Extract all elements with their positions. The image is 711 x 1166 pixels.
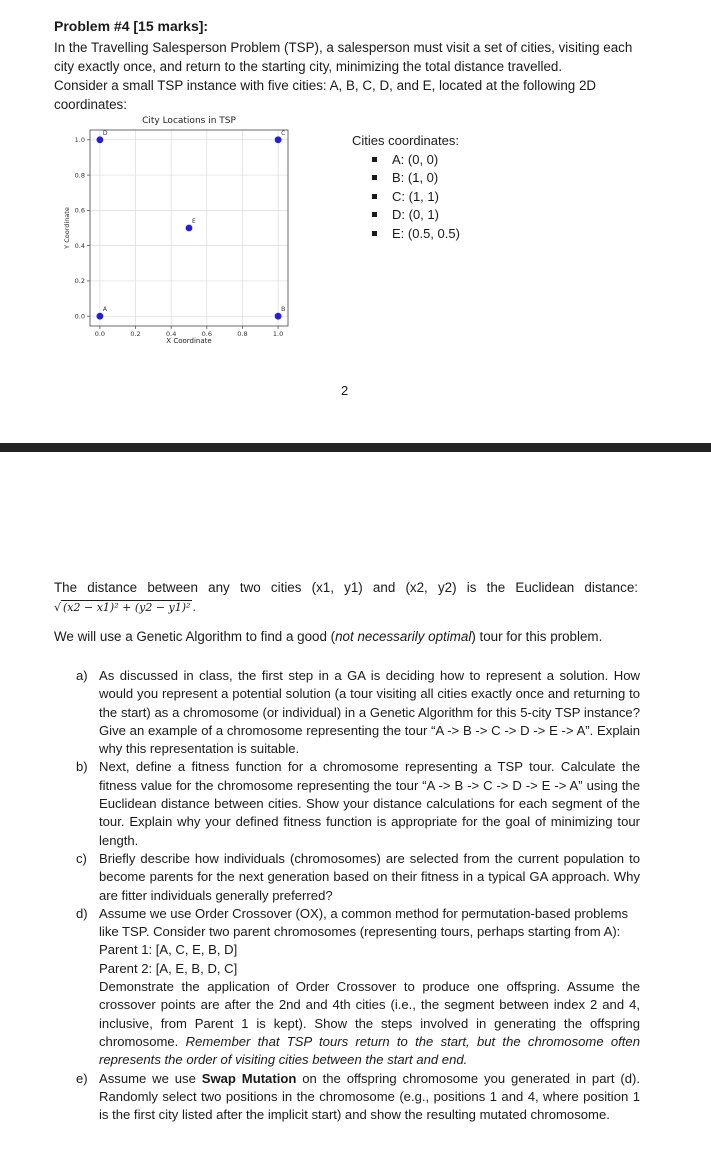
formula-end: . [192, 601, 196, 614]
question-text: Next, define a fitness function for a chromosome representing a TSP tour. Calculate the fitness value for the chromosome representing the tour “A -> B -> C -> D -> E -> A” using the Euclidean distance between cities. Show your distance calculations for each segment of the tour. Explain why your defined fitness function is appropriate for the goal of minimizing tour length. [99, 759, 640, 848]
x-tick-label: 1.0 [272, 330, 284, 338]
question-marker: e) [76, 1070, 88, 1086]
coordinate-item: A: (0, 0) [372, 151, 460, 170]
y-tick-label: 0.8 [74, 171, 85, 180]
question-list [76, 667, 640, 1124]
instruction-italic: Remember that TSP tours return to the start, but the chromosome often represents the order of visiting cities between the start and end. [99, 1033, 640, 1068]
parent-2: Parent 2: [A, E, B, D, C] [99, 960, 238, 976]
x-tick-label: 0.0 [94, 330, 106, 338]
parent-1: Parent 1: [A, C, E, B, D] [99, 942, 238, 958]
question-text: As discussed in class, the first step in a GA is deciding how to represent a solution. How would you represent a potential solution (a tour visiting all cities exactly once and returning to the start) as a chromosome (or individual) in a Genetic Algorithm for this 5-city TSP instance? Give an example of a chromosome representing the tour “A -> B -> C -> D -> E -> A”. Explain why this representation is suitable. [99, 668, 640, 757]
question-marker: c) [76, 850, 87, 866]
page-bottom [0, 452, 711, 1166]
chart-points [97, 130, 286, 320]
ga-intro-emphasis: not necessarily optimal [335, 629, 472, 644]
x-axis-label: X Coordinate [166, 337, 212, 345]
y-axis-label: Y Coordinate [63, 207, 71, 249]
coordinate-item: B: (1, 0) [372, 169, 460, 188]
problem-intro [54, 38, 642, 114]
distance-description: The distance between any two cities (x1, y1) and (x2, y2) is the Euclidean distance: [54, 580, 638, 595]
city-label-c: C [281, 129, 286, 137]
problem-heading: Problem #4 [15 marks]: [54, 18, 209, 34]
page-divider [0, 443, 711, 452]
question-e [76, 1070, 640, 1125]
city-locations-chart [56, 110, 306, 350]
city-label-d: D [102, 129, 108, 137]
question-a [76, 667, 640, 758]
formula-radicand: (x2 − x1)² + (y2 − y1)² [63, 601, 191, 614]
coordinates-list [352, 151, 460, 244]
page-top [0, 0, 711, 443]
instruction-text: Demonstrate the application of Order Crossover to produce one offspring. Assume the crossover points are after the 2nd and 4th cities (i.e., the segment between index 2 and 4, inclusive, from Parent 1 is kept). Show the steps involved in generating the offspring chromosome. [99, 979, 640, 1049]
question-d-intro: Assume we use Order Crossover (OX), a common method for permutation-based problems like TSP. Consider two parent chromosomes (representing tours, perhaps starting from A): [99, 905, 629, 940]
x-tick-label: 0.6 [201, 330, 212, 338]
city-point-a [97, 313, 104, 320]
question-marker: d) [76, 905, 88, 921]
question-e-bold: Swap Mutation [201, 1070, 297, 1086]
question-d [76, 905, 640, 1070]
city-point-b [275, 313, 282, 320]
city-point-e [186, 225, 193, 232]
question-c [76, 850, 640, 905]
x-tick-label: 0.8 [237, 330, 248, 338]
chart-title: City Locations in TSP [142, 116, 236, 126]
cities-coordinates [352, 132, 460, 244]
page-number: 2 [341, 383, 349, 398]
question-b [76, 758, 640, 849]
x-tick-label: 0.4 [166, 330, 177, 338]
y-tick-label: 0.2 [74, 277, 85, 286]
city-point-c [275, 136, 282, 143]
question-body [99, 1070, 640, 1125]
city-label-a: A [102, 306, 108, 314]
sqrt-symbol: √ [54, 601, 62, 614]
coordinate-item: C: (1, 1) [372, 188, 460, 207]
question-marker: b) [76, 759, 88, 775]
x-tick-label: 0.2 [130, 330, 141, 338]
city-label-e: E [192, 218, 196, 225]
ga-intro [54, 629, 602, 644]
question-e-before: Assume we use [99, 1070, 202, 1086]
y-tick-label: 0.6 [74, 206, 85, 215]
coordinate-item: D: (0, 1) [372, 206, 460, 225]
ga-intro-after: ) tour for this problem. [471, 629, 603, 644]
question-text: Briefly describe how individuals (chromosomes) are selected from the current population to become parents for the next generation based on their fitness in a typical GA approach. Why are fitter individuals generally preferred? [99, 850, 640, 903]
city-label-b: B [281, 306, 286, 314]
question-e-after: on the offspring chromosome you generated in part (d). Randomly select two positions in the chromosome (e.g., positions 1 and 4, where position 1 is the first city listed after the implicit start) and show the resulting mutated chromosome. [99, 1070, 640, 1123]
question-body [99, 905, 640, 1070]
ga-intro-before: We will use a Genetic Algorithm to find a good ( [54, 629, 336, 644]
y-tick-label: 0.0 [74, 312, 85, 321]
intro-paragraph-2: Consider a small TSP instance with five cities: A, B, C, D, and E, located at the following 2D coordinates: [54, 78, 597, 112]
euclidean-formula [54, 601, 196, 614]
coordinate-item: E: (0.5, 0.5) [372, 225, 460, 244]
y-tick-label: 1.0 [74, 136, 85, 145]
intro-paragraph-1: In the Travelling Salesperson Problem (TSP), a salesperson must visit a set of cities, visiting each city exactly once, and return to the starting city, minimizing the total distance travelled. [54, 40, 633, 74]
coordinates-title: Cities coordinates: [352, 133, 459, 148]
question-d-instruction [99, 978, 640, 1069]
question-marker: a) [76, 668, 88, 683]
y-tick-label: 0.4 [74, 241, 85, 250]
city-point-d [97, 136, 104, 143]
